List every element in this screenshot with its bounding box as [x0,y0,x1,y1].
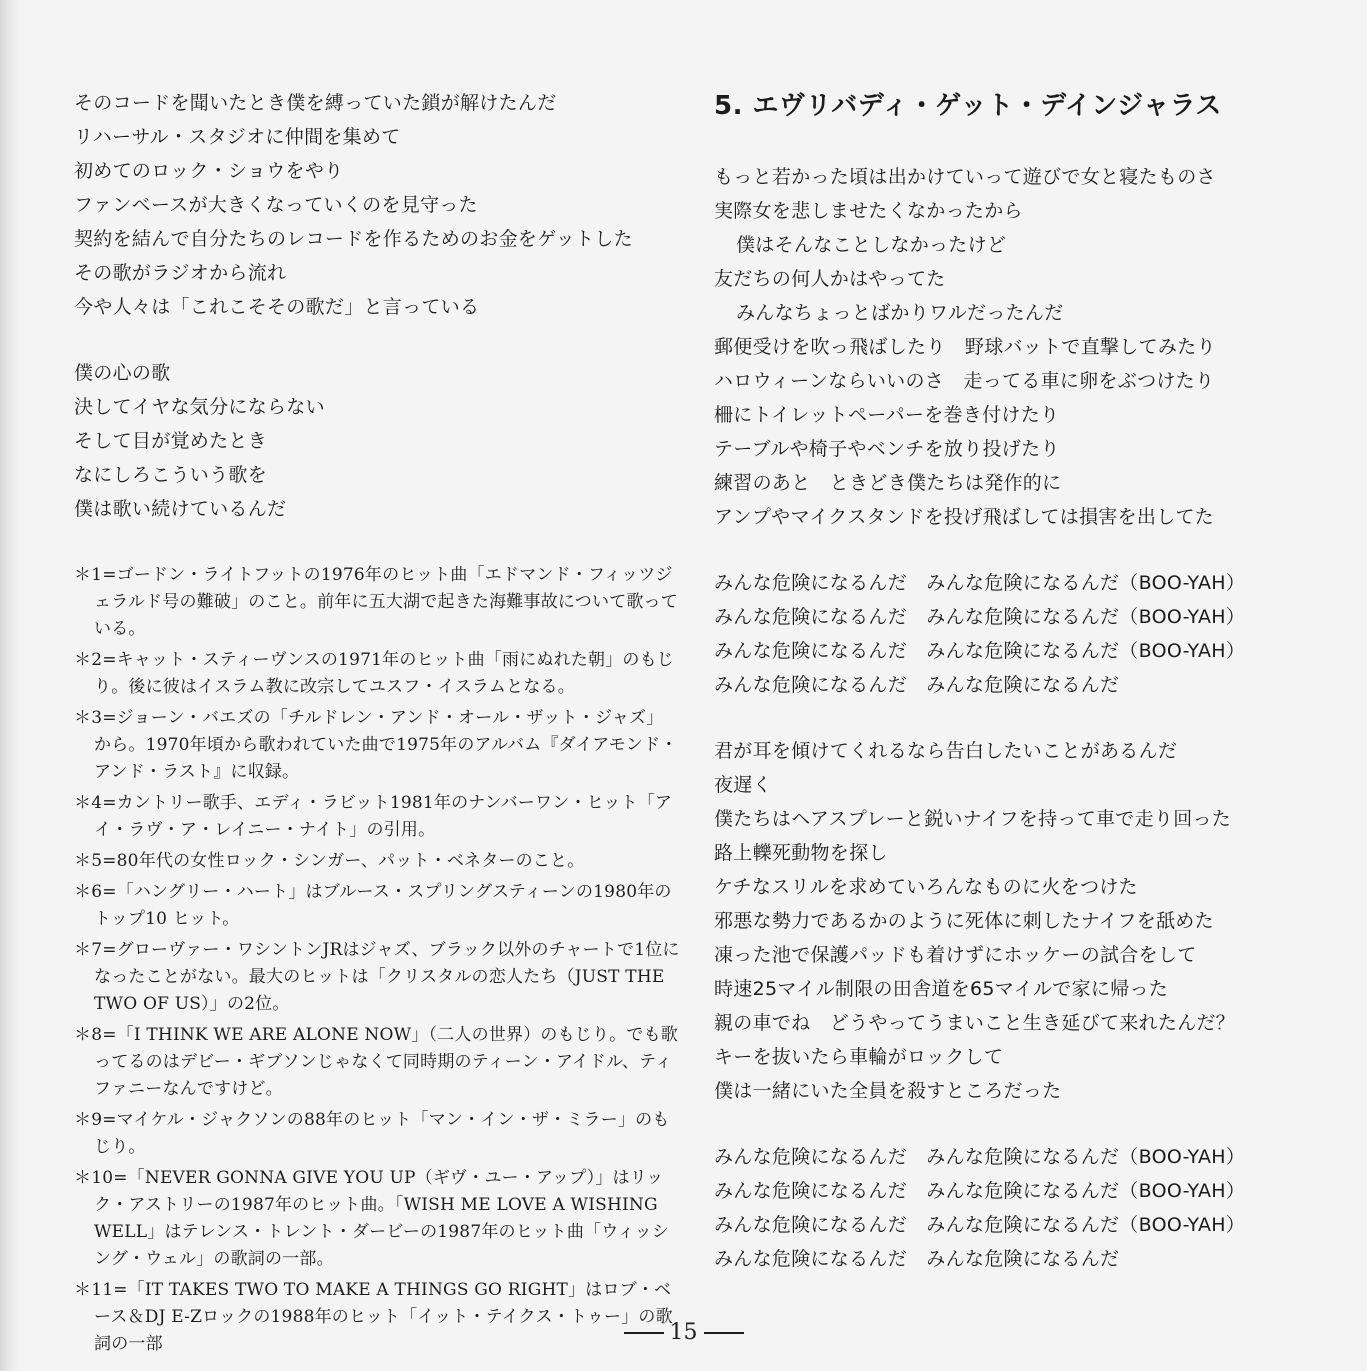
lyric-line: 実際女を悲しませたくなかったから [714,200,1023,222]
lyric-line: 僕たちはヘアスプレーと鋭いナイフを持って車で走り回った [714,808,1232,830]
stanza-gap [714,534,1314,566]
lyric-line: 契約を結んで自分たちのレコードを作るためのお金をゲットした [74,228,633,250]
lyric-line: 凍った池で保護パッドも着けずにホッケーの試合をして [714,944,1197,966]
lyric-line: みんな危険になるんだ みんな危険になるんだ（BOO-YAH） [714,1214,1246,1236]
lyric-line: 僕はそんなことしなかったけど [736,234,1007,256]
lyric-line: 練習のあと ときどき僕たちは発作的に [714,472,1062,494]
lyric-line: なにしろこういう歌を [74,464,268,486]
lyric-line: 邪悪な勢力であるかのように死体に刺したナイフを舐めた [714,910,1214,932]
lyric-line: アンプやマイクスタンドを投げ飛ばしては損害を出してた [714,506,1215,528]
lyric-line: その歌がラジオから流れ [74,262,287,284]
lyric-line: 初めてのロック・ショウをやり [74,160,344,182]
page-gutter-shadow [0,0,18,1371]
verse-1 [714,160,1314,534]
lyric-line: みんな危険になるんだ みんな危険になるんだ [714,1248,1120,1270]
chorus-1 [714,566,1314,702]
lyric-line: みんなちょっとばかりワルだったんだ [736,302,1064,324]
footnote: ＊5=80年代の女性ロック・シンガー、パット・ベネターのこと。 [74,851,585,871]
lyric-line: 決してイヤな気分にならない [74,396,325,418]
page-number-text: 15 [669,1320,698,1345]
lyric-line: ファンベースが大きくなっていくのを見守った [74,194,478,216]
lyric-line: 柵にトイレットペーパーを巻き付けたり [714,404,1060,426]
lyric-line: 君が耳を傾けてくれるなら告白したいことがあるんだ [714,740,1178,762]
footnote: ＊10=「NEVER GONNA GIVE YOU UP（ギヴ・ユー・アップ）」はリック・アストリーの1987年のヒット曲。「WISH ME LOVE A WISHING WELL」はテレンス・トレント・ダービーの1987年のヒット曲「ウィッシング・ウェル」の歌詞の一部。 [74,1168,670,1269]
lyrics-stanza-1 [74,86,680,324]
footnote: ＊8=「I THINK WE ARE ALONE NOW」（二人の世界）のもじり。でも歌ってるのはデビー・ギブソンじゃなくて同時期のティーン・アイドル、ティファニーなんですけど。 [74,1025,678,1099]
lyric-line: そして目が覚めたとき [74,430,268,452]
lyric-line: みんな危険になるんだ みんな危険になるんだ（BOO-YAH） [714,1180,1246,1202]
lyric-line: 友だちの何人かはやってた [714,268,946,290]
lyric-line: 僕は一緒にいた全員を殺すところだった [714,1080,1062,1102]
lyric-line: そのコードを聞いたとき僕を縛っていた鎖が解けたんだ [74,92,557,114]
lyric-line: みんな危険になるんだ みんな危険になるんだ [714,674,1120,696]
lyric-line: みんな危険になるんだ みんな危険になるんだ（BOO-YAH） [714,1146,1246,1168]
lyric-line: ハロウィーンならいいのさ 走ってる車に卵をぶつけたり [714,370,1215,392]
lyric-line: 僕は歌い続けているんだ [74,498,287,520]
lyric-line: 僕の心の歌 [74,362,171,384]
lyric-line: リハーサル・スタジオに仲間を集めて [74,126,401,148]
right-column [714,86,1314,1276]
page-number [0,1318,1367,1348]
lyric-line: 路上轢死動物を探し [714,842,888,864]
lyric-line: 親の車でね どうやってうまいこと生き延びて来れたんだ？ [714,1012,1236,1034]
footnotes [74,562,680,1358]
lyric-line: 郵便受けを吹っ飛ばしたり 野球バットで直撃してみたり [714,336,1216,358]
stanza-gap [74,324,680,356]
lyric-line: 時速25マイル制限の田舎道を65マイルで家に帰った [714,978,1169,1000]
dash-left [624,1332,664,1334]
footnote: ＊11=「IT TAKES TWO TO MAKE A THINGS GO RIGHT」はロブ・ベース＆DJ E-Zロックの1988年のヒット「イット・テイクス・トゥー」の歌詞の一部 [74,1280,673,1354]
lyric-line: ケチなスリルを求めていろんなものに火をつけた [714,876,1138,898]
footnote: ＊4=カントリー歌手、エディ・ラビット1981年のナンバーワン・ヒット「アイ・ラヴ・ア・レイニー・ナイト」の引用。 [74,793,673,840]
footnote: ＊7=グローヴァー・ワシントンJRはジャズ、ブラック以外のチャートで1位になったことがない。最大のヒットは「クリスタルの恋人たち（JUST THE TWO OF US）」の2位。 [74,940,680,1014]
stanza-gap [714,702,1314,734]
song-title: 5. エヴリバディ・ゲット・デインジャラス [714,91,1222,121]
lyric-line: テーブルや椅子やベンチを放り投げたり [714,438,1060,460]
lyric-line: キーを抜いたら車輪がロックして [714,1046,1004,1068]
dash-right [704,1332,744,1334]
lyric-line: もっと若かった頃は出かけていって遊びで女と寝たものさ [714,166,1216,188]
lyrics-stanza-2 [74,356,680,526]
stanza-gap [714,1108,1314,1140]
lyric-line: 夜遅く [714,774,772,796]
footnote: ＊6=「ハングリー・ハート」はブルース・スプリングスティーンの1980年のトップ10 ヒット。 [74,882,672,929]
lyric-line: 今や人々は「これこそその歌だ」と言っている [74,296,480,318]
footnote: ＊1=ゴードン・ライトフットの1976年のヒット曲「エドマンド・フィッツジェラルド号の難破」のこと。前年に五大湖で起きた海難事故について歌っている。 [74,565,678,639]
footnote: ＊2=キャット・スティーヴンスの1971年のヒット曲「雨にぬれた朝」のもじり。後に彼はイスラム教に改宗してユスフ・イスラムとなる。 [74,650,675,697]
lyric-line: みんな危険になるんだ みんな危険になるんだ（BOO-YAH） [714,572,1246,594]
verse-2 [714,734,1314,1108]
lyric-line: みんな危険になるんだ みんな危険になるんだ（BOO-YAH） [714,606,1246,628]
footnote: ＊3=ジョーン・バエズの「チルドレン・アンド・オール・ザット・ジャズ」から。1970年頃から歌われていた曲で1975年のアルバム『ダイアモンド・アンド・ラスト』に収録。 [74,708,678,782]
lyric-line: みんな危険になるんだ みんな危険になるんだ（BOO-YAH） [714,640,1246,662]
left-column [74,86,680,1362]
footnote: ＊9=マイケル・ジャクソンの88年のヒット「マン・イン・ザ・ミラー」のもじり。 [74,1110,670,1157]
chorus-2 [714,1140,1314,1276]
